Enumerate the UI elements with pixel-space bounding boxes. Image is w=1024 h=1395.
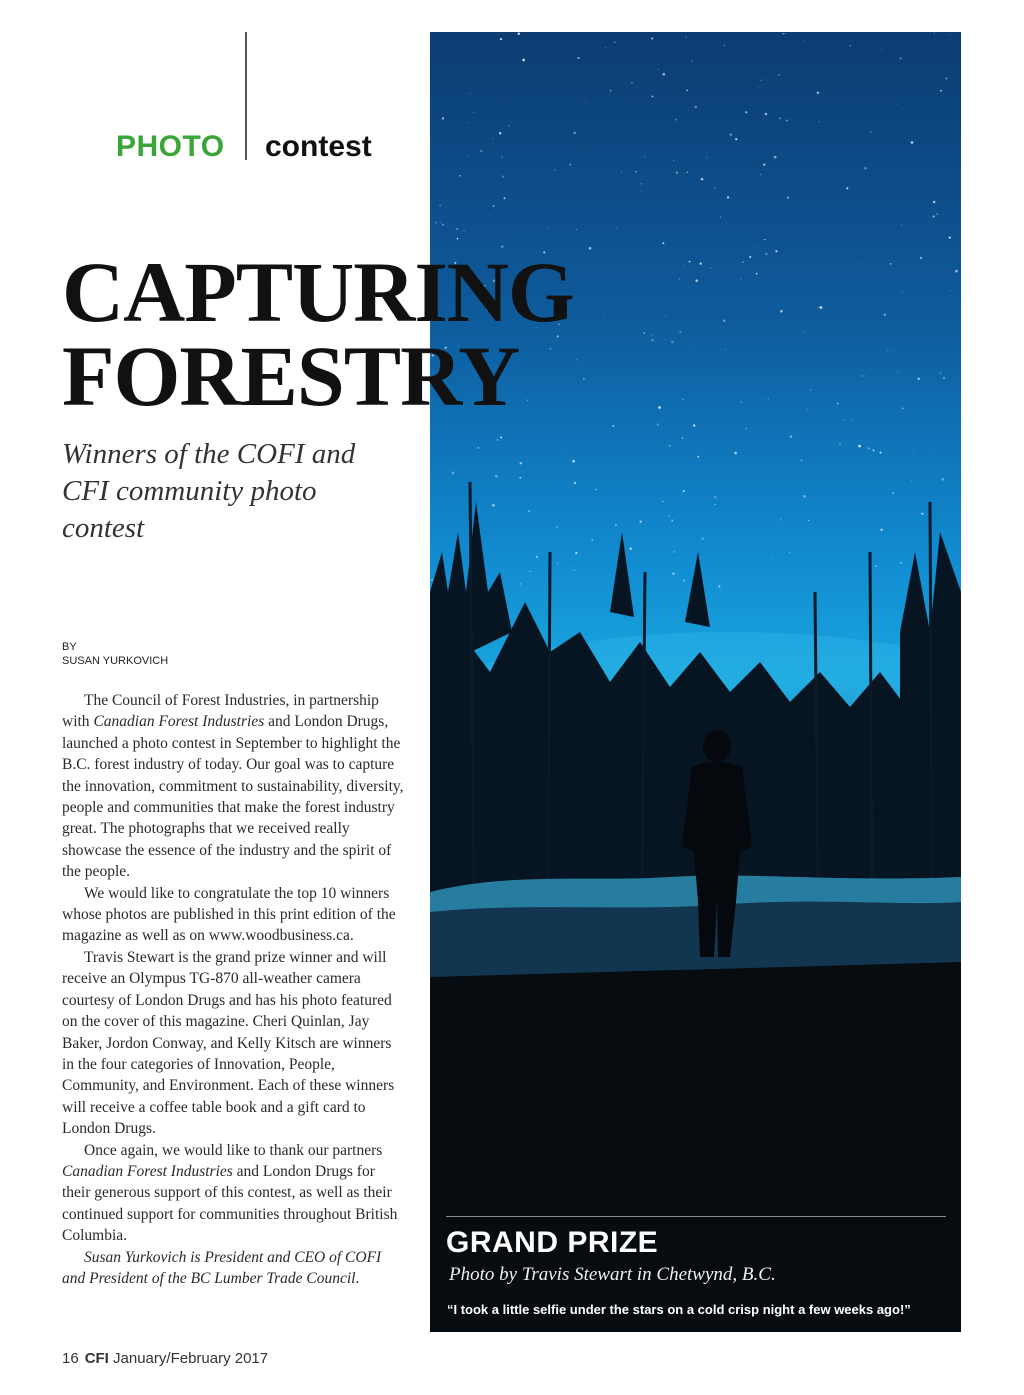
star bbox=[803, 495, 806, 498]
star bbox=[662, 501, 664, 503]
star bbox=[872, 449, 874, 451]
star bbox=[946, 191, 947, 192]
star bbox=[936, 213, 938, 215]
star bbox=[864, 167, 867, 170]
star bbox=[609, 90, 611, 92]
star bbox=[934, 455, 935, 456]
star bbox=[577, 57, 579, 59]
star bbox=[714, 504, 715, 505]
star bbox=[756, 273, 758, 275]
star bbox=[576, 359, 577, 360]
star bbox=[693, 424, 695, 426]
star bbox=[612, 425, 614, 427]
star bbox=[663, 242, 665, 244]
star bbox=[819, 121, 820, 122]
star bbox=[765, 253, 767, 255]
star bbox=[529, 202, 530, 203]
star bbox=[669, 445, 670, 446]
star bbox=[452, 472, 455, 475]
star bbox=[665, 315, 666, 316]
star bbox=[761, 80, 762, 81]
star bbox=[763, 164, 765, 166]
star bbox=[887, 350, 888, 351]
star bbox=[735, 138, 737, 140]
star bbox=[881, 49, 882, 50]
body-paragraph-3: Travis Stewart is the grand prize winner and will receive an Olympus TG-870 all-weather camera courtesy of London Drugs and has his photo featured on the cover of this magazine. Cheri Quinlan, Jay Baker, Jordon Conway, and Kelly Kitsch are winners in the four categories of Innovation, People, Community, and Environment. Each of these winners will receive a coffee table book and a gift card to London Drugs. bbox=[62, 948, 395, 1138]
byline-author: SUSAN YURKOVICH bbox=[62, 655, 169, 667]
star bbox=[501, 157, 503, 159]
star bbox=[844, 420, 845, 421]
star bbox=[897, 104, 898, 105]
star bbox=[949, 237, 951, 239]
star bbox=[675, 119, 677, 121]
caption-quote: “I took a little selfie under the stars on a cold crisp night a few weeks ago!” bbox=[447, 1302, 911, 1317]
star bbox=[683, 490, 685, 492]
p4-publication-name: Canadian Forest Industries bbox=[62, 1162, 233, 1180]
star bbox=[768, 398, 769, 399]
star bbox=[697, 456, 699, 458]
star bbox=[745, 428, 747, 430]
star bbox=[658, 69, 659, 70]
star bbox=[820, 306, 823, 309]
star bbox=[804, 332, 805, 333]
star bbox=[819, 553, 820, 554]
star bbox=[817, 92, 819, 94]
star bbox=[473, 112, 474, 113]
star bbox=[742, 261, 743, 262]
star bbox=[880, 529, 882, 531]
star bbox=[499, 132, 501, 134]
star bbox=[569, 163, 571, 165]
star bbox=[779, 521, 780, 522]
star bbox=[837, 403, 839, 405]
star bbox=[467, 122, 468, 123]
star bbox=[463, 231, 464, 232]
author-signature bbox=[62, 1247, 406, 1290]
star bbox=[780, 518, 781, 519]
star bbox=[621, 172, 622, 173]
star bbox=[785, 33, 786, 34]
star bbox=[586, 591, 587, 592]
star bbox=[508, 125, 509, 126]
star bbox=[949, 34, 950, 35]
star bbox=[439, 205, 441, 207]
headline bbox=[62, 244, 574, 424]
star bbox=[774, 156, 777, 159]
star bbox=[652, 95, 654, 97]
star bbox=[741, 279, 742, 280]
star bbox=[682, 438, 683, 439]
star bbox=[548, 228, 549, 229]
star bbox=[801, 459, 803, 461]
star bbox=[690, 346, 691, 347]
star bbox=[672, 572, 675, 575]
signature-period: . bbox=[355, 1269, 360, 1287]
star bbox=[749, 256, 751, 258]
star bbox=[939, 320, 940, 321]
star bbox=[456, 228, 457, 229]
star bbox=[875, 565, 876, 566]
body-paragraph-2: We would like to congratulate the top 10 winners whose photos are published in this print edition of the magazine as well as on www.woodbusiness.ca. bbox=[62, 884, 396, 945]
star bbox=[631, 82, 633, 84]
p4-text-b: and London Drugs for their generous support of this contest, as well as their continued support for communities throughout British Columbia. bbox=[62, 1162, 398, 1245]
star bbox=[900, 57, 902, 59]
star bbox=[786, 120, 788, 122]
star bbox=[818, 307, 819, 308]
star bbox=[519, 477, 521, 479]
star bbox=[673, 160, 674, 161]
star bbox=[614, 42, 615, 43]
signature-text: Susan Yurkovich is President and CEO of COFI and President of the BC Lumber Trade Council bbox=[62, 1248, 382, 1287]
star bbox=[682, 399, 684, 401]
star bbox=[467, 156, 468, 157]
star bbox=[520, 462, 522, 464]
star bbox=[920, 257, 922, 259]
byline bbox=[62, 640, 168, 668]
star bbox=[678, 278, 679, 279]
star bbox=[868, 447, 870, 449]
star bbox=[671, 520, 673, 522]
star bbox=[657, 423, 659, 425]
star bbox=[573, 132, 575, 134]
star bbox=[779, 117, 781, 119]
publication-name: CFI bbox=[84, 1350, 109, 1367]
star bbox=[589, 247, 592, 250]
star bbox=[682, 579, 685, 582]
star bbox=[651, 38, 653, 40]
section-kicker-contest: contest bbox=[265, 130, 372, 163]
star bbox=[640, 183, 642, 185]
star bbox=[945, 77, 947, 79]
star bbox=[730, 133, 732, 135]
star bbox=[528, 510, 530, 512]
star bbox=[519, 53, 520, 54]
star bbox=[734, 452, 737, 455]
star bbox=[900, 562, 901, 563]
star bbox=[724, 45, 725, 46]
star bbox=[789, 552, 790, 553]
star bbox=[500, 436, 502, 438]
kicker-divider bbox=[245, 32, 247, 160]
star bbox=[759, 111, 760, 112]
star bbox=[955, 270, 958, 273]
star bbox=[503, 197, 505, 199]
star bbox=[918, 378, 920, 380]
star bbox=[706, 157, 707, 158]
star bbox=[940, 372, 941, 373]
star bbox=[893, 492, 894, 493]
star bbox=[933, 215, 935, 217]
star bbox=[695, 106, 698, 109]
star bbox=[635, 171, 636, 172]
star bbox=[651, 335, 652, 336]
star bbox=[870, 131, 871, 132]
p1-text-b: and London Drugs, launched a photo contest in September to highlight the B.C. forest industry of today. Our goal was to capture the innovation, commitment to sustainability, diversity, people and communities that make the forest industry great. The photographs that we received really showcase the essence of the industry and the spirit of the people. bbox=[62, 713, 404, 881]
star bbox=[686, 37, 687, 38]
star bbox=[459, 175, 461, 177]
star bbox=[871, 368, 872, 369]
star bbox=[782, 33, 784, 35]
star bbox=[435, 221, 437, 223]
headline-line-1: CAPTURING bbox=[62, 244, 574, 340]
byline-label: BY bbox=[62, 641, 77, 653]
star bbox=[862, 375, 864, 377]
folio bbox=[62, 1350, 268, 1367]
star bbox=[897, 372, 898, 373]
star bbox=[912, 453, 913, 454]
caption-divider bbox=[446, 1216, 946, 1217]
star bbox=[644, 333, 645, 334]
star bbox=[522, 59, 525, 62]
star bbox=[940, 90, 942, 92]
star bbox=[437, 169, 438, 170]
star bbox=[714, 188, 715, 189]
star bbox=[759, 87, 760, 88]
star bbox=[496, 439, 498, 441]
star bbox=[771, 558, 772, 559]
star bbox=[951, 290, 952, 291]
star bbox=[815, 211, 816, 212]
star bbox=[652, 339, 654, 341]
star bbox=[493, 205, 495, 207]
star bbox=[942, 478, 945, 481]
star bbox=[605, 47, 606, 48]
star bbox=[629, 547, 631, 549]
star bbox=[442, 224, 444, 226]
star bbox=[529, 571, 530, 572]
star bbox=[944, 532, 945, 533]
star bbox=[790, 435, 793, 438]
issue-date: January/February 2017 bbox=[113, 1350, 269, 1367]
star bbox=[480, 150, 482, 152]
star bbox=[778, 74, 780, 76]
star bbox=[641, 191, 642, 192]
star bbox=[662, 73, 665, 76]
star bbox=[934, 32, 935, 33]
star bbox=[777, 36, 778, 37]
star bbox=[839, 443, 841, 445]
star bbox=[856, 262, 857, 263]
p1-text-a: The Council of Forest Industries, in partnership with bbox=[62, 692, 379, 731]
star bbox=[890, 263, 891, 264]
star bbox=[561, 454, 562, 455]
star bbox=[489, 215, 490, 216]
star bbox=[676, 172, 678, 174]
star bbox=[575, 552, 577, 554]
star bbox=[741, 401, 743, 403]
star bbox=[710, 268, 711, 269]
star bbox=[431, 579, 433, 581]
star bbox=[687, 172, 688, 173]
star bbox=[727, 196, 729, 198]
star bbox=[518, 32, 520, 34]
star bbox=[470, 93, 471, 94]
star bbox=[846, 187, 848, 189]
star bbox=[807, 409, 808, 410]
star bbox=[668, 515, 670, 517]
star bbox=[557, 563, 558, 564]
star bbox=[725, 349, 726, 350]
star bbox=[902, 292, 903, 293]
star bbox=[720, 217, 721, 218]
star bbox=[574, 482, 576, 484]
p1-publication-name: Canadian Forest Industries bbox=[93, 713, 265, 731]
star bbox=[764, 239, 765, 240]
star bbox=[852, 419, 853, 420]
star bbox=[911, 480, 912, 481]
star bbox=[933, 201, 936, 204]
star bbox=[604, 317, 605, 318]
star bbox=[585, 101, 586, 102]
deck-subtitle: Winners of the COFI and CFI community photo contest bbox=[62, 438, 356, 544]
star bbox=[765, 113, 768, 116]
star bbox=[902, 408, 903, 409]
star bbox=[492, 138, 493, 139]
star bbox=[849, 108, 850, 109]
star bbox=[500, 38, 502, 40]
star bbox=[901, 224, 902, 225]
star bbox=[884, 314, 886, 316]
star bbox=[760, 174, 762, 176]
star bbox=[683, 264, 684, 265]
page-number: 16 bbox=[62, 1350, 79, 1367]
star bbox=[808, 520, 809, 521]
star bbox=[714, 496, 716, 498]
star bbox=[804, 40, 805, 41]
star bbox=[477, 447, 479, 449]
caption-title: GRAND PRIZE bbox=[446, 1226, 659, 1259]
star bbox=[574, 569, 576, 571]
star bbox=[671, 341, 674, 344]
star bbox=[495, 475, 498, 478]
star bbox=[849, 45, 851, 47]
caption-credit: Photo by Travis Stewart in Chetwynd, B.C. bbox=[449, 1264, 776, 1285]
star bbox=[613, 385, 614, 386]
star bbox=[554, 169, 555, 170]
star bbox=[658, 406, 661, 409]
star bbox=[710, 560, 711, 561]
star bbox=[701, 537, 704, 540]
star bbox=[571, 567, 572, 568]
star bbox=[492, 504, 494, 506]
body-paragraph-4 bbox=[62, 1140, 406, 1247]
star bbox=[587, 147, 588, 148]
star bbox=[591, 539, 593, 541]
star bbox=[644, 156, 645, 157]
star bbox=[904, 350, 905, 351]
star bbox=[858, 445, 861, 448]
star bbox=[745, 111, 747, 113]
star bbox=[947, 131, 948, 132]
star bbox=[572, 460, 574, 462]
star bbox=[787, 197, 789, 199]
star bbox=[780, 310, 783, 313]
star bbox=[576, 229, 577, 230]
section-kicker-photo: PHOTO bbox=[116, 130, 225, 163]
p4-text-a: Once again, we would like to thank our partners bbox=[84, 1141, 383, 1159]
star bbox=[943, 377, 945, 379]
star bbox=[810, 389, 811, 390]
star bbox=[615, 524, 617, 526]
star bbox=[583, 378, 585, 380]
star bbox=[695, 279, 698, 282]
star bbox=[640, 521, 642, 523]
star bbox=[692, 60, 693, 61]
star bbox=[457, 238, 459, 240]
star bbox=[880, 452, 882, 454]
star bbox=[911, 141, 914, 144]
star bbox=[673, 551, 675, 553]
star bbox=[442, 117, 444, 119]
star bbox=[718, 585, 720, 587]
star bbox=[701, 178, 704, 181]
star bbox=[595, 489, 597, 491]
grand-prize-photo bbox=[430, 32, 961, 1332]
article-body bbox=[62, 690, 406, 1289]
star bbox=[520, 583, 522, 585]
star bbox=[775, 250, 777, 252]
star bbox=[679, 331, 681, 333]
star bbox=[616, 228, 617, 229]
star bbox=[686, 89, 688, 91]
body-paragraph-1 bbox=[62, 690, 406, 883]
star bbox=[754, 247, 755, 248]
star bbox=[502, 176, 504, 178]
star bbox=[440, 222, 441, 223]
star bbox=[723, 320, 725, 322]
star bbox=[536, 556, 538, 558]
star bbox=[665, 339, 666, 340]
star bbox=[556, 526, 558, 528]
star bbox=[921, 513, 923, 515]
star bbox=[700, 262, 702, 264]
star bbox=[658, 547, 659, 548]
night-sky-forest-illustration bbox=[430, 32, 961, 1332]
star bbox=[689, 261, 691, 263]
headline-line-2: FORESTRY bbox=[62, 328, 520, 424]
